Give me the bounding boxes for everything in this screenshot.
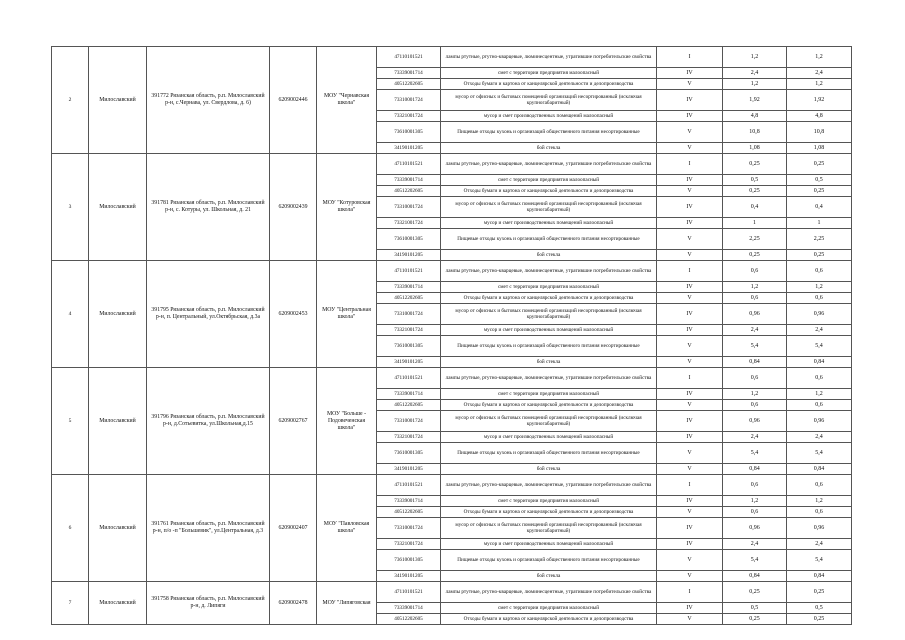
- waste-code-cell: 73339001714: [377, 68, 441, 79]
- hazard-class-cell: I: [657, 154, 723, 175]
- waste-code-cell: 73321001724: [377, 111, 441, 122]
- amount-total-cell: 5,4: [787, 550, 852, 571]
- amount-cell: 0,4: [723, 197, 787, 218]
- waste-name-cell: бой стекла: [441, 464, 657, 475]
- amount-total-cell: 0,6: [787, 507, 852, 518]
- school-cell: МОУ "Котуровская школа": [317, 154, 377, 261]
- waste-name-cell: Отходы бумаги и картона от канцелярской деятельности и делопроизводства: [441, 507, 657, 518]
- table-row: [52, 154, 852, 175]
- hazard-class-cell: IV: [657, 518, 723, 539]
- waste-code-cell: 47110101521: [377, 154, 441, 175]
- amount-total-cell: 1,2: [787, 389, 852, 400]
- school-cell: МОУ "Центральная школа": [317, 261, 377, 368]
- district-cell: Милославский: [89, 261, 147, 368]
- amount-total-cell: 1,92: [787, 90, 852, 111]
- amount-cell: 1,08: [723, 143, 787, 154]
- amount-total-cell: 0,6: [787, 368, 852, 389]
- amount-total-cell: 2,4: [787, 68, 852, 79]
- hazard-class-cell: IV: [657, 218, 723, 229]
- amount-total-cell: 0,96: [787, 304, 852, 325]
- row-number: 5: [52, 368, 89, 475]
- amount-total-cell: 10,8: [787, 122, 852, 143]
- address-cell: 391772 Рязанская область, р.п. Милославский р-н, с.Чернава, ул. Свердлова, д. 6): [147, 47, 270, 154]
- amount-total-cell: 1,2: [787, 47, 852, 68]
- waste-code-cell: 47110101521: [377, 582, 441, 603]
- amount-total-cell: 2,4: [787, 325, 852, 336]
- waste-name-cell: мусор от офисных и бытовых помещений организаций несортированный (исключая крупногабаритный): [441, 304, 657, 325]
- hazard-class-cell: I: [657, 368, 723, 389]
- amount-total-cell: 0,25: [787, 614, 852, 625]
- waste-code-cell: 73321001724: [377, 432, 441, 443]
- amount-total-cell: 1,08: [787, 143, 852, 154]
- amount-total-cell: 2,4: [787, 539, 852, 550]
- amount-cell: 0,84: [723, 464, 787, 475]
- amount-total-cell: 0,84: [787, 571, 852, 582]
- waste-name-cell: бой стекла: [441, 357, 657, 368]
- amount-cell: 0,5: [723, 603, 787, 614]
- waste-code-cell: 34190101205: [377, 464, 441, 475]
- waste-code-cell: 40512202605: [377, 79, 441, 90]
- waste-code-cell: 73310001724: [377, 518, 441, 539]
- waste-name-cell: мусор от офисных и бытовых помещений организаций несортированный (исключая крупногабаритный): [441, 197, 657, 218]
- address-cell: 391795 Рязанская область, р.п. Милославский р-н, п. Центральный, ул.Октябрьская, д.3а: [147, 261, 270, 368]
- hazard-class-cell: I: [657, 475, 723, 496]
- hazard-class-cell: V: [657, 229, 723, 250]
- waste-name-cell: Отходы бумаги и картона от канцелярской деятельности и делопроизводства: [441, 79, 657, 90]
- waste-name-cell: мусор и смет производственных помещений малоопасный: [441, 111, 657, 122]
- waste-name-cell: смет с территории предприятия малоопасный: [441, 603, 657, 614]
- waste-name-cell: смет с территории предприятия малоопасный: [441, 282, 657, 293]
- address-cell: 391781 Рязанская область, р.п. Милославский р-н, с. Котуры, ул. Школьная, д. 21: [147, 154, 270, 261]
- amount-total-cell: 0,5: [787, 175, 852, 186]
- inn-cell: 6209002407: [270, 475, 317, 582]
- waste-code-cell: 73310001724: [377, 304, 441, 325]
- waste-name-cell: бой стекла: [441, 143, 657, 154]
- row-number: 4: [52, 261, 89, 368]
- amount-total-cell: 1,2: [787, 282, 852, 293]
- amount-cell: 2,25: [723, 229, 787, 250]
- hazard-class-cell: V: [657, 143, 723, 154]
- waste-name-cell: мусор и смет производственных помещений малоопасный: [441, 539, 657, 550]
- waste-name-cell: мусор от офисных и бытовых помещений организаций несортированный (исключая крупногабаритный): [441, 411, 657, 432]
- amount-cell: 1: [723, 218, 787, 229]
- hazard-class-cell: V: [657, 400, 723, 411]
- waste-name-cell: мусор от офисных и бытовых помещений организаций несортированный (исключая крупногабаритный): [441, 90, 657, 111]
- waste-name-cell: лампы ртутные, ртутно-кварцевые, люминесцентные, утратившие потребительские свойства: [441, 582, 657, 603]
- waste-name-cell: смет с территории предприятия малоопасный: [441, 68, 657, 79]
- amount-cell: 0,6: [723, 261, 787, 282]
- waste-code-cell: 73610001305: [377, 229, 441, 250]
- waste-code-cell: 40512202605: [377, 400, 441, 411]
- waste-code-cell: 73339001714: [377, 175, 441, 186]
- hazard-class-cell: IV: [657, 175, 723, 186]
- waste-code-cell: 73310001724: [377, 90, 441, 111]
- address-cell: 391761 Рязанская область, р.п. Милославский р-н, п/о -п "Большевик", ул.Центральная, д.3: [147, 475, 270, 582]
- school-cell: МОУ "Больше - Подовеченская школа": [317, 368, 377, 475]
- hazard-class-cell: V: [657, 507, 723, 518]
- waste-name-cell: Отходы бумаги и картона от канцелярской деятельности и делопроизводства: [441, 400, 657, 411]
- inn-cell: 6209002439: [270, 154, 317, 261]
- amount-cell: 0,25: [723, 614, 787, 625]
- amount-total-cell: 1,2: [787, 79, 852, 90]
- waste-name-cell: лампы ртутные, ртутно-кварцевые, люминесцентные, утратившие потребительские свойства: [441, 154, 657, 175]
- amount-total-cell: 0,6: [787, 261, 852, 282]
- hazard-class-cell: V: [657, 122, 723, 143]
- waste-code-cell: 34190101205: [377, 571, 441, 582]
- amount-cell: 1,2: [723, 79, 787, 90]
- address-cell: 391796 Рязанская область, р.п. Милославский р-н, д.Сотьевитка, ул.Школьная,д.15: [147, 368, 270, 475]
- amount-cell: 0,25: [723, 582, 787, 603]
- amount-cell: 0,6: [723, 400, 787, 411]
- row-number: 6: [52, 475, 89, 582]
- waste-name-cell: Пищевые отходы кухонь и организаций общественного питания несортированные: [441, 443, 657, 464]
- amount-cell: 0,25: [723, 154, 787, 175]
- waste-name-cell: Пищевые отходы кухонь и организаций общественного питания несортированные: [441, 550, 657, 571]
- row-number: 7: [52, 582, 89, 625]
- hazard-class-cell: V: [657, 614, 723, 625]
- hazard-class-cell: V: [657, 186, 723, 197]
- waste-code-cell: 47110101521: [377, 368, 441, 389]
- waste-code-cell: 73339001714: [377, 282, 441, 293]
- amount-cell: 0,5: [723, 175, 787, 186]
- amount-cell: 0,6: [723, 293, 787, 304]
- row-number: 2: [52, 47, 89, 154]
- school-cell: МОУ "Чернавская школа": [317, 47, 377, 154]
- inn-cell: 6209002767: [270, 368, 317, 475]
- amount-total-cell: 2,25: [787, 229, 852, 250]
- waste-name-cell: мусор и смет производственных помещений малоопасный: [441, 325, 657, 336]
- hazard-class-cell: V: [657, 550, 723, 571]
- waste-name-cell: мусор от офисных и бытовых помещений организаций несортированный (исключая крупногабаритный): [441, 518, 657, 539]
- waste-code-cell: 73610001305: [377, 336, 441, 357]
- waste-name-cell: лампы ртутные, ртутно-кварцевые, люминесцентные, утратившие потребительские свойства: [441, 368, 657, 389]
- amount-cell: 0,96: [723, 411, 787, 432]
- waste-code-cell: 47110101521: [377, 261, 441, 282]
- waste-code-cell: 73339001714: [377, 496, 441, 507]
- amount-cell: 0,6: [723, 475, 787, 496]
- hazard-class-cell: IV: [657, 389, 723, 400]
- school-cell: МОУ "Липяговская: [317, 582, 377, 625]
- amount-cell: 5,4: [723, 336, 787, 357]
- hazard-class-cell: IV: [657, 304, 723, 325]
- hazard-class-cell: IV: [657, 90, 723, 111]
- inn-cell: 6209002478: [270, 582, 317, 625]
- hazard-class-cell: I: [657, 582, 723, 603]
- waste-name-cell: Пищевые отходы кухонь и организаций общественного питания несортированные: [441, 122, 657, 143]
- waste-code-cell: 73310001724: [377, 411, 441, 432]
- amount-cell: 0,84: [723, 357, 787, 368]
- amount-total-cell: 5,4: [787, 443, 852, 464]
- waste-name-cell: лампы ртутные, ртутно-кварцевые, люминесцентные, утратившие потребительские свойства: [441, 261, 657, 282]
- waste-code-cell: 73321001724: [377, 325, 441, 336]
- waste-code-cell: 73610001305: [377, 122, 441, 143]
- hazard-class-cell: IV: [657, 68, 723, 79]
- amount-cell: 5,4: [723, 443, 787, 464]
- amount-total-cell: 1,2: [787, 496, 852, 507]
- district-cell: Милославский: [89, 47, 147, 154]
- hazard-class-cell: V: [657, 293, 723, 304]
- waste-name-cell: бой стекла: [441, 250, 657, 261]
- amount-total-cell: 0,6: [787, 293, 852, 304]
- amount-cell: 0,25: [723, 186, 787, 197]
- amount-total-cell: 0,6: [787, 475, 852, 496]
- waste-code-cell: 73310001724: [377, 197, 441, 218]
- district-cell: Милославский: [89, 154, 147, 261]
- amount-cell: 5,4: [723, 550, 787, 571]
- hazard-class-cell: IV: [657, 282, 723, 293]
- amount-cell: 2,4: [723, 325, 787, 336]
- hazard-class-cell: IV: [657, 411, 723, 432]
- amount-cell: 0,6: [723, 507, 787, 518]
- hazard-class-cell: IV: [657, 603, 723, 614]
- district-cell: Милославский: [89, 368, 147, 475]
- hazard-class-cell: V: [657, 571, 723, 582]
- hazard-class-cell: V: [657, 443, 723, 464]
- waste-name-cell: лампы ртутные, ртутно-кварцевые, люминесцентные, утратившие потребительские свойства: [441, 475, 657, 496]
- waste-code-cell: 73339001714: [377, 389, 441, 400]
- waste-name-cell: смет с территории предприятия малоопасный: [441, 496, 657, 507]
- amount-cell: 0,25: [723, 250, 787, 261]
- amount-total-cell: 0,5: [787, 603, 852, 614]
- waste-name-cell: Пищевые отходы кухонь и организаций общественного питания несортированные: [441, 336, 657, 357]
- hazard-class-cell: IV: [657, 432, 723, 443]
- amount-total-cell: 1: [787, 218, 852, 229]
- waste-code-cell: 40512202605: [377, 507, 441, 518]
- waste-code-cell: 34190101205: [377, 250, 441, 261]
- waste-code-cell: 40512202605: [377, 293, 441, 304]
- waste-code-cell: 73610001305: [377, 550, 441, 571]
- district-cell: Милославский: [89, 582, 147, 625]
- waste-code-cell: 47110101521: [377, 475, 441, 496]
- waste-table: [51, 46, 852, 625]
- amount-total-cell: 0,25: [787, 154, 852, 175]
- amount-cell: 0,84: [723, 571, 787, 582]
- amount-cell: 0,96: [723, 304, 787, 325]
- amount-total-cell: 4,8: [787, 111, 852, 122]
- waste-name-cell: Отходы бумаги и картона от канцелярской деятельности и делопроизводства: [441, 293, 657, 304]
- amount-total-cell: 0,84: [787, 464, 852, 475]
- hazard-class-cell: I: [657, 261, 723, 282]
- waste-name-cell: бой стекла: [441, 571, 657, 582]
- amount-cell: 1,2: [723, 496, 787, 507]
- inn-cell: 6209002453: [270, 261, 317, 368]
- waste-name-cell: Отходы бумаги и картона от канцелярской деятельности и делопроизводства: [441, 614, 657, 625]
- amount-total-cell: 0,25: [787, 186, 852, 197]
- amount-total-cell: 0,96: [787, 411, 852, 432]
- amount-cell: 2,4: [723, 432, 787, 443]
- waste-name-cell: смет с территории предприятия малоопасный: [441, 389, 657, 400]
- waste-code-cell: 34190101205: [377, 357, 441, 368]
- table-row: [52, 368, 852, 389]
- table-row: [52, 475, 852, 496]
- hazard-class-cell: IV: [657, 111, 723, 122]
- hazard-class-cell: V: [657, 79, 723, 90]
- amount-total-cell: 0,25: [787, 250, 852, 261]
- table-row: [52, 582, 852, 603]
- hazard-class-cell: IV: [657, 539, 723, 550]
- amount-cell: 1,92: [723, 90, 787, 111]
- waste-name-cell: смет с территории предприятия малоопасный: [441, 175, 657, 186]
- inn-cell: 6209002446: [270, 47, 317, 154]
- school-cell: МОУ "Павловская школа": [317, 475, 377, 582]
- amount-total-cell: 0,84: [787, 357, 852, 368]
- waste-code-cell: 73321001724: [377, 218, 441, 229]
- waste-code-cell: 40512202605: [377, 186, 441, 197]
- waste-name-cell: мусор и смет производственных помещений малоопасный: [441, 432, 657, 443]
- amount-cell: 2,4: [723, 68, 787, 79]
- row-number: 3: [52, 154, 89, 261]
- hazard-class-cell: V: [657, 464, 723, 475]
- hazard-class-cell: I: [657, 47, 723, 68]
- hazard-class-cell: IV: [657, 496, 723, 507]
- waste-name-cell: Отходы бумаги и картона от канцелярской деятельности и делопроизводства: [441, 186, 657, 197]
- waste-name-cell: Пищевые отходы кухонь и организаций общественного питания несортированные: [441, 229, 657, 250]
- amount-total-cell: 5,4: [787, 336, 852, 357]
- amount-cell: 1,2: [723, 282, 787, 293]
- amount-cell: 0,96: [723, 518, 787, 539]
- waste-name-cell: лампы ртутные, ртутно-кварцевые, люминесцентные, утратившие потребительские свойства: [441, 47, 657, 68]
- hazard-class-cell: V: [657, 357, 723, 368]
- table-row: [52, 47, 852, 68]
- waste-name-cell: мусор и смет производственных помещений малоопасный: [441, 218, 657, 229]
- hazard-class-cell: IV: [657, 197, 723, 218]
- hazard-class-cell: V: [657, 250, 723, 261]
- amount-total-cell: 0,96: [787, 518, 852, 539]
- amount-total-cell: 0,6: [787, 400, 852, 411]
- hazard-class-cell: V: [657, 336, 723, 357]
- amount-cell: 1,2: [723, 389, 787, 400]
- amount-cell: 4,8: [723, 111, 787, 122]
- amount-cell: 1,2: [723, 47, 787, 68]
- amount-total-cell: 2,4: [787, 432, 852, 443]
- amount-total-cell: 0,4: [787, 197, 852, 218]
- amount-cell: 0,6: [723, 368, 787, 389]
- waste-code-cell: 73321001724: [377, 539, 441, 550]
- waste-code-cell: 73610001305: [377, 443, 441, 464]
- amount-cell: 10,8: [723, 122, 787, 143]
- waste-code-cell: 34190101205: [377, 143, 441, 154]
- district-cell: Милославский: [89, 475, 147, 582]
- waste-code-cell: 47110101521: [377, 47, 441, 68]
- waste-code-cell: 40512202605: [377, 614, 441, 625]
- waste-code-cell: 73339001714: [377, 603, 441, 614]
- hazard-class-cell: IV: [657, 325, 723, 336]
- amount-total-cell: 0,25: [787, 582, 852, 603]
- address-cell: 391758 Рязанская область, р.п. Милославский р-н, д. Липяги: [147, 582, 270, 625]
- table-row: [52, 261, 852, 282]
- amount-cell: 2,4: [723, 539, 787, 550]
